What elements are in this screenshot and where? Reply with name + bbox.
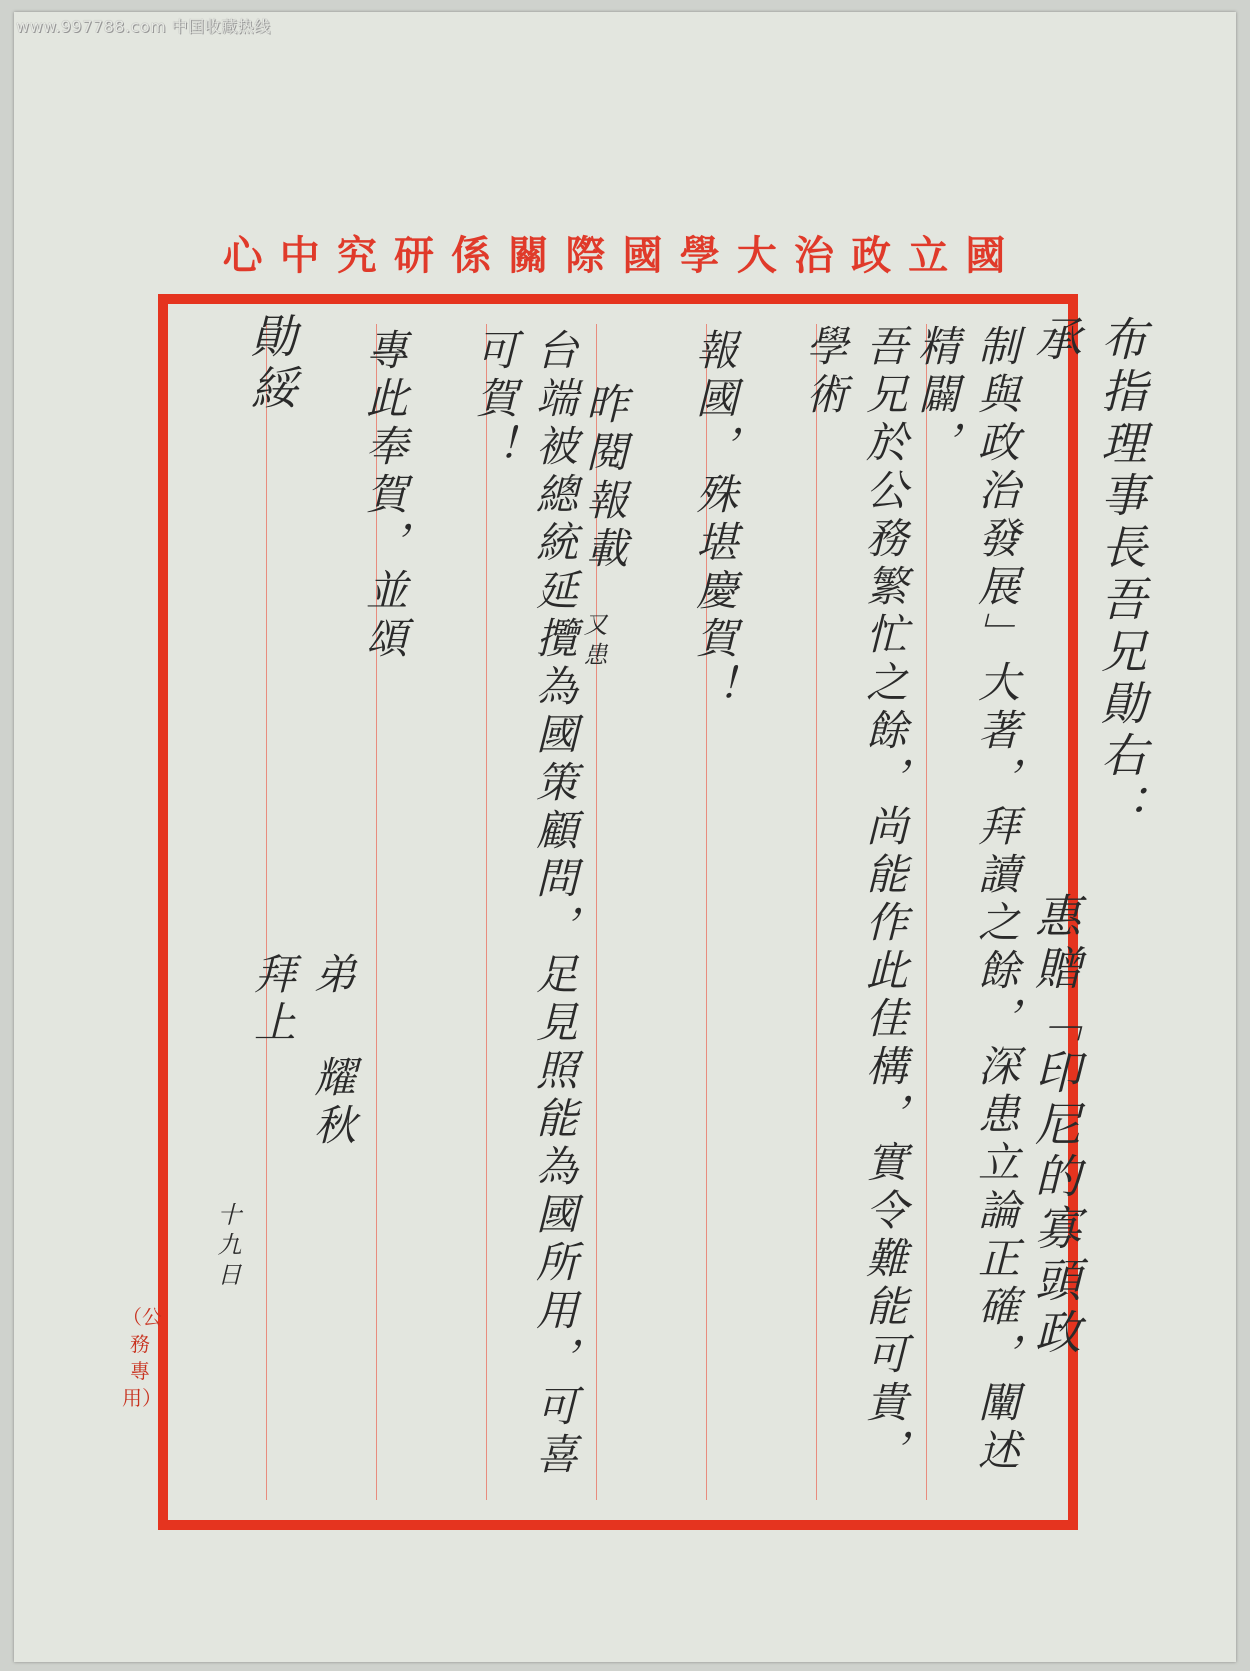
letterhead-char: 學 — [679, 232, 720, 279]
letterhead-char: 政 — [851, 232, 892, 279]
letter-line-2: 制與政治發展」大著，拜讀之餘，深患立論正確，闡述精闢， — [912, 324, 1021, 1476]
letterhead-char: 國 — [622, 232, 663, 279]
letterhead-title — [214, 224, 1014, 281]
letterhead-char: 大 — [736, 232, 777, 279]
letterhead-char: 關 — [508, 232, 549, 279]
letter-line-6: 台端被總統延攬為國策顧問，足見照能為國所用，可喜可賀！ — [470, 328, 579, 1480]
letter-line-1-cont: 惠贈「印尼的寡頭政 — [1028, 892, 1082, 1360]
letter-line-5-note: 又患 — [579, 612, 607, 672]
letter-line-7: 專此奉賀，並頌 — [360, 328, 409, 664]
letterhead-char: 心 — [222, 232, 263, 279]
letterhead-char: 際 — [565, 232, 606, 279]
letter-date: 十九日 — [213, 1202, 241, 1292]
letterhead-char: 係 — [451, 232, 492, 279]
site-watermark: www.997788.com 中国收藏热线 — [16, 17, 271, 36]
letterhead-char: 究 — [336, 232, 377, 279]
letterhead-char: 中 — [279, 232, 320, 279]
official-use-note: （公務專用） — [122, 1305, 162, 1410]
letter-closing: 勛綏 — [244, 312, 298, 416]
letter-signature: 弟 耀秋 拜上 — [248, 952, 357, 1151]
letterhead-char: 治 — [793, 232, 834, 279]
letter-line-1: 布指理事長吾兄勛右：承 — [1028, 315, 1148, 835]
letter-line-3: 吾兄於公務繁忙之餘，尚能作此佳構，實令難能可貴，學術 — [800, 324, 909, 1476]
letter-sheet — [14, 12, 1236, 1662]
letterhead-char: 立 — [908, 232, 949, 279]
letter-line-5: 昨閱報載 — [580, 382, 629, 574]
letterhead-char: 研 — [393, 232, 434, 279]
letterhead-char: 國 — [965, 232, 1006, 279]
letter-line-4: 報國，殊堪慶賀！ — [690, 328, 739, 712]
